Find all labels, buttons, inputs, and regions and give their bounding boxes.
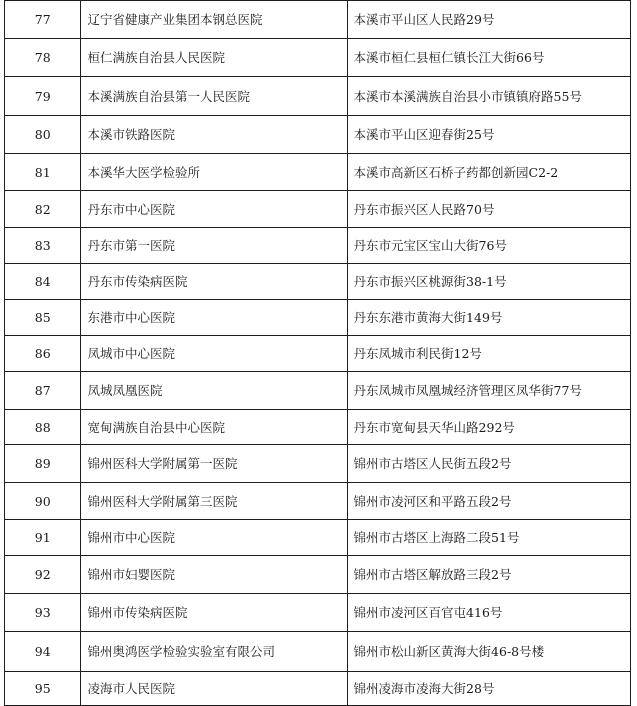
hospital-address-cell: 本溪市本溪满族自治县小市镇镇府路55号 — [347, 77, 630, 116]
hospital-name-cell: 凤城市中心医院 — [81, 336, 347, 372]
table-row — [5, 77, 631, 116]
table-body — [5, 1, 631, 706]
table-row — [5, 672, 631, 706]
table-row — [5, 1, 631, 39]
row-number-cell: 84 — [5, 264, 81, 300]
table-row — [5, 594, 631, 632]
hospital-name-cell: 锦州医科大学附属第三医院 — [81, 483, 347, 520]
hospital-address-cell: 本溪市平山区迎春街25号 — [347, 116, 630, 154]
table-row — [5, 116, 631, 154]
hospital-address-cell: 本溪市高新区石桥子药都创新园C2-2 — [347, 154, 630, 191]
table-row — [5, 410, 631, 445]
row-number-cell: 82 — [5, 191, 81, 228]
table-row — [5, 483, 631, 520]
table-row — [5, 39, 631, 77]
row-number-cell: 87 — [5, 372, 81, 410]
row-number-cell: 94 — [5, 632, 81, 672]
table-row — [5, 556, 631, 594]
hospital-address-cell: 丹东凤城市凤凰城经济管理区凤华街77号 — [347, 372, 630, 410]
hospital-address-cell: 丹东市振兴区人民路70号 — [347, 191, 630, 228]
hospital-name-cell: 本溪满族自治县第一人民医院 — [81, 77, 347, 116]
hospital-name-cell: 宽甸满族自治县中心医院 — [81, 410, 347, 445]
hospital-name-cell: 桓仁满族自治县人民医院 — [81, 39, 347, 77]
hospital-address-cell: 本溪市桓仁县桓仁镇长江大街66号 — [347, 39, 630, 77]
table-row — [5, 372, 631, 410]
hospital-address-cell: 锦州凌海市凌海大街28号 — [347, 672, 630, 706]
hospital-address-cell: 丹东市宽甸县天华山路292号 — [347, 410, 630, 445]
row-number-cell: 81 — [5, 154, 81, 191]
table-row — [5, 632, 631, 672]
hospital-address-cell: 丹东凤城市利民街12号 — [347, 336, 630, 372]
row-number-cell: 86 — [5, 336, 81, 372]
hospital-name-cell: 锦州市妇婴医院 — [81, 556, 347, 594]
table-row — [5, 228, 631, 264]
hospital-name-cell: 锦州医科大学附属第一医院 — [81, 445, 347, 483]
row-number-cell: 77 — [5, 1, 81, 39]
row-number-cell: 93 — [5, 594, 81, 632]
row-number-cell: 95 — [5, 672, 81, 706]
hospital-address-cell: 锦州市凌河区百官屯416号 — [347, 594, 630, 632]
table-row — [5, 520, 631, 556]
row-number-cell: 89 — [5, 445, 81, 483]
row-number-cell: 78 — [5, 39, 81, 77]
table-row — [5, 264, 631, 300]
table-row — [5, 336, 631, 372]
hospital-address-cell: 锦州市松山新区黄海大街46-8号楼 — [347, 632, 630, 672]
hospital-address-cell: 锦州市古塔区上海路二段51号 — [347, 520, 630, 556]
hospital-address-cell: 锦州市古塔区人民街五段2号 — [347, 445, 630, 483]
hospital-address-cell: 丹东市振兴区桃源街38-1号 — [347, 264, 630, 300]
hospital-list-table — [4, 0, 631, 706]
hospital-address-cell: 本溪市平山区人民路29号 — [347, 1, 630, 39]
hospital-address-cell: 锦州市古塔区解放路三段2号 — [347, 556, 630, 594]
hospital-name-cell: 凤城凤凰医院 — [81, 372, 347, 410]
row-number-cell: 80 — [5, 116, 81, 154]
table-row — [5, 154, 631, 191]
hospital-name-cell: 锦州市中心医院 — [81, 520, 347, 556]
hospital-name-cell: 丹东市第一医院 — [81, 228, 347, 264]
row-number-cell: 90 — [5, 483, 81, 520]
row-number-cell: 83 — [5, 228, 81, 264]
table-row — [5, 445, 631, 483]
table-row — [5, 191, 631, 228]
hospital-name-cell: 锦州奥鸿医学检验实验室有限公司 — [81, 632, 347, 672]
hospital-name-cell: 凌海市人民医院 — [81, 672, 347, 706]
hospital-name-cell: 丹东市传染病医院 — [81, 264, 347, 300]
hospital-address-cell: 丹东东港市黄海大街149号 — [347, 300, 630, 336]
hospital-name-cell: 本溪华大医学检验所 — [81, 154, 347, 191]
hospital-name-cell: 锦州市传染病医院 — [81, 594, 347, 632]
row-number-cell: 79 — [5, 77, 81, 116]
row-number-cell: 91 — [5, 520, 81, 556]
hospital-address-cell: 丹东市元宝区宝山大街76号 — [347, 228, 630, 264]
hospital-name-cell: 辽宁省健康产业集团本钢总医院 — [81, 1, 347, 39]
hospital-address-cell: 锦州市凌河区和平路五段2号 — [347, 483, 630, 520]
row-number-cell: 85 — [5, 300, 81, 336]
hospital-name-cell: 本溪市铁路医院 — [81, 116, 347, 154]
table-row — [5, 300, 631, 336]
row-number-cell: 92 — [5, 556, 81, 594]
row-number-cell: 88 — [5, 410, 81, 445]
hospital-name-cell: 东港市中心医院 — [81, 300, 347, 336]
hospital-name-cell: 丹东市中心医院 — [81, 191, 347, 228]
